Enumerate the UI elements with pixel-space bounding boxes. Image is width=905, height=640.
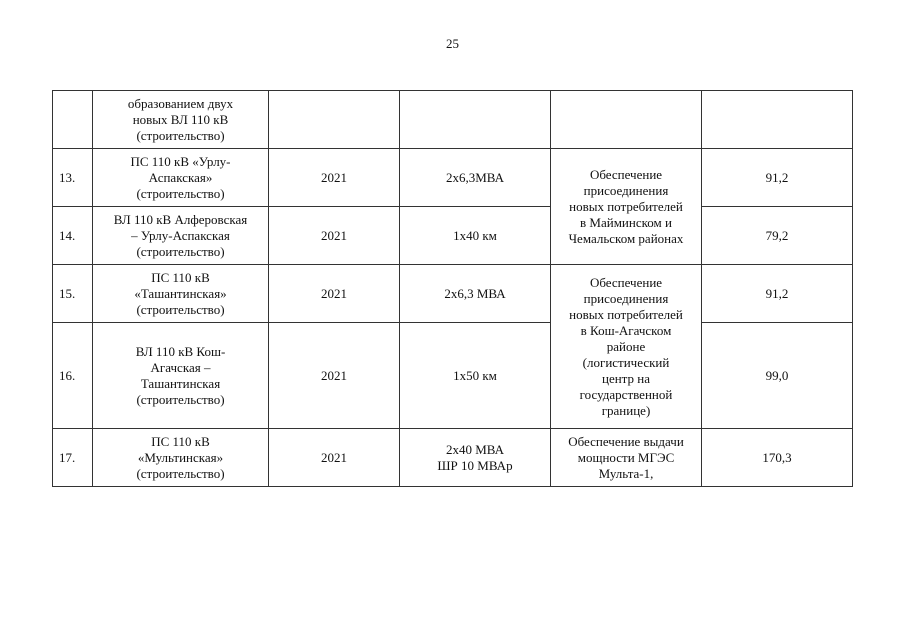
value-cell: 170,3: [702, 429, 853, 487]
object-name-cell: [93, 265, 269, 323]
purpose-line: Обеспечение выдачи: [568, 433, 684, 449]
purpose-line: присоединения: [583, 182, 669, 198]
value-cell: 91,2: [702, 265, 853, 323]
object-name-line: (строительство): [136, 127, 225, 143]
object-name-line: образованием двух: [127, 95, 234, 111]
purpose-cell: [551, 91, 702, 149]
year-cell: 2021: [269, 323, 400, 429]
purpose-line: районе: [606, 338, 646, 354]
capacity-line: 1х50 км: [453, 367, 497, 383]
object-name-cell: [93, 91, 269, 149]
row-number-cell: 14.: [53, 207, 93, 265]
year-cell: 2021: [269, 149, 400, 207]
row-number-cell: 13.: [53, 149, 93, 207]
table-row: [53, 149, 853, 207]
object-name-cell: [93, 207, 269, 265]
object-name-line: (строительство): [136, 301, 225, 317]
object-name-line: (строительство): [136, 391, 225, 407]
table-row: [53, 91, 853, 149]
object-name-cell: [93, 149, 269, 207]
purpose-line: в Майминском и: [580, 214, 672, 230]
table-row: [53, 207, 853, 265]
object-name-line: (строительство): [136, 243, 225, 259]
purpose-line: в Кош-Агачском: [580, 322, 672, 338]
capacity-line: 2х40 МВА: [445, 441, 505, 457]
projects-table: [52, 90, 853, 487]
page-number: 25: [446, 36, 459, 51]
year-cell: [269, 91, 400, 149]
year-cell: 2021: [269, 265, 400, 323]
year-cell: 2021: [269, 207, 400, 265]
purpose-cell: [551, 429, 702, 487]
object-name-line: Агачская –: [150, 359, 211, 375]
capacity-line: ШР 10 МВАр: [437, 457, 513, 473]
purpose-line: границе): [601, 402, 651, 418]
object-name-line: Ташантинская: [140, 375, 221, 391]
table-row: [53, 429, 853, 487]
object-name-line: ПС 110 кВ «Урлу-: [130, 153, 231, 169]
object-name-line: «Ташантинская»: [134, 285, 227, 301]
capacity-cell: [400, 91, 551, 149]
object-name-line: ВЛ 110 кВ Кош-: [135, 343, 226, 359]
object-name-line: новых ВЛ 110 кВ: [132, 111, 229, 127]
row-number-cell: 15.: [53, 265, 93, 323]
purpose-line: Обеспечение: [589, 166, 663, 182]
capacity-line: 2х6,3 МВА: [444, 285, 506, 301]
object-name-line: (строительство): [136, 465, 225, 481]
purpose-cell: [551, 149, 702, 265]
table-row: [53, 323, 853, 429]
purpose-line: Чемальском районах: [568, 230, 684, 246]
purpose-line: Обеспечение: [589, 274, 663, 290]
row-number-cell: [53, 91, 93, 149]
purpose-line: новых потребителей: [569, 198, 683, 214]
purpose-line: государственной: [579, 386, 673, 402]
object-name-cell: [93, 323, 269, 429]
capacity-cell: [400, 429, 551, 487]
year-cell: 2021: [269, 429, 400, 487]
purpose-line: (логистический: [582, 354, 670, 370]
purpose-line: новых потребителей: [569, 306, 683, 322]
object-name-line: (строительство): [136, 185, 225, 201]
capacity-cell: [400, 323, 551, 429]
row-number-cell: 16.: [53, 323, 93, 429]
table-row: [53, 265, 853, 323]
object-name-line: ПС 110 кВ: [151, 269, 210, 285]
capacity-cell: [400, 207, 551, 265]
object-name-line: – Урлу-Аспакская: [131, 227, 230, 243]
value-cell: [702, 91, 853, 149]
value-cell: 79,2: [702, 207, 853, 265]
object-name-cell: [93, 429, 269, 487]
capacity-cell: [400, 265, 551, 323]
object-name-line: Аспакская»: [148, 169, 213, 185]
capacity-line: 2х6,3МВА: [445, 169, 505, 185]
purpose-line: Мульта-1,: [598, 465, 654, 481]
purpose-line: центр на: [601, 370, 650, 386]
purpose-line: мощности МГЭС: [577, 449, 675, 465]
purpose-cell: [551, 265, 702, 429]
row-number-cell: 17.: [53, 429, 93, 487]
object-name-line: «Мультинская»: [137, 449, 224, 465]
object-name-line: ПС 110 кВ: [151, 433, 210, 449]
object-name-line: ВЛ 110 кВ Алферовская: [113, 211, 248, 227]
capacity-cell: [400, 149, 551, 207]
purpose-line: присоединения: [583, 290, 669, 306]
value-cell: 99,0: [702, 323, 853, 429]
capacity-line: 1х40 км: [453, 227, 497, 243]
value-cell: 91,2: [702, 149, 853, 207]
